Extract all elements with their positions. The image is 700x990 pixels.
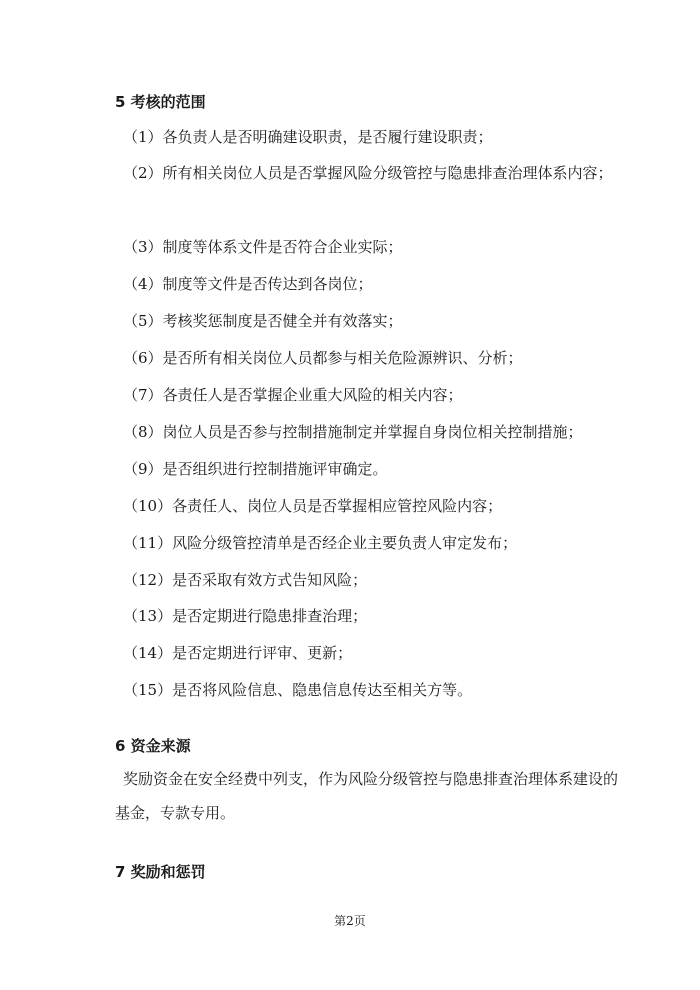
page-number: 第2页 bbox=[334, 914, 366, 928]
list-item: （9）是否组织进行控制措施评审确定。 bbox=[123, 460, 388, 478]
list-item: （8）岗位人员是否参与控制措施制定并掌握自身岗位相关控制措施； bbox=[123, 423, 583, 441]
section-5-heading: 5 考核的范围 bbox=[115, 93, 206, 111]
list-item: （4）制度等文件是否传达到各岗位； bbox=[123, 275, 373, 293]
list-item: （13）是否定期进行隐患排查治理； bbox=[123, 607, 368, 625]
list-item: （7）各责任人是否掌握企业重大风险的相关内容； bbox=[123, 386, 463, 404]
list-item: （11）风险分级管控清单是否经企业主要负责人审定发布； bbox=[123, 534, 518, 552]
section-6-heading: 6 资金来源 bbox=[115, 737, 191, 755]
list-item: （1）各负责人是否明确建设职责，是否履行建设职责； bbox=[123, 128, 493, 146]
list-item: （3）制度等体系文件是否符合企业实际； bbox=[123, 238, 403, 256]
section-6-body: 奖励资金在安全经费中列支，作为风险分级管控与隐患排查治理体系建设的基金，专款专用。 bbox=[115, 770, 619, 822]
list-item: （14）是否定期进行评审、更新； bbox=[123, 644, 353, 662]
list-item: （6）是否所有相关岗位人员都参与相关危险源辨识、分析； bbox=[123, 349, 523, 367]
section-7-heading: 7 奖励和惩罚 bbox=[115, 863, 206, 881]
list-item: （15）是否将风险信息、隐患信息传达至相关方等。 bbox=[123, 681, 473, 699]
list-item: （10）各责任人、岗位人员是否掌握相应管控风险内容； bbox=[123, 497, 503, 515]
list-item: （12）是否采取有效方式告知风险； bbox=[123, 571, 368, 589]
list-item: （5）考核奖惩制度是否健全并有效落实； bbox=[123, 312, 403, 330]
list-item: （2）所有相关岗位人员是否掌握风险分级管控与隐患排查治理体系内容； bbox=[123, 164, 613, 182]
